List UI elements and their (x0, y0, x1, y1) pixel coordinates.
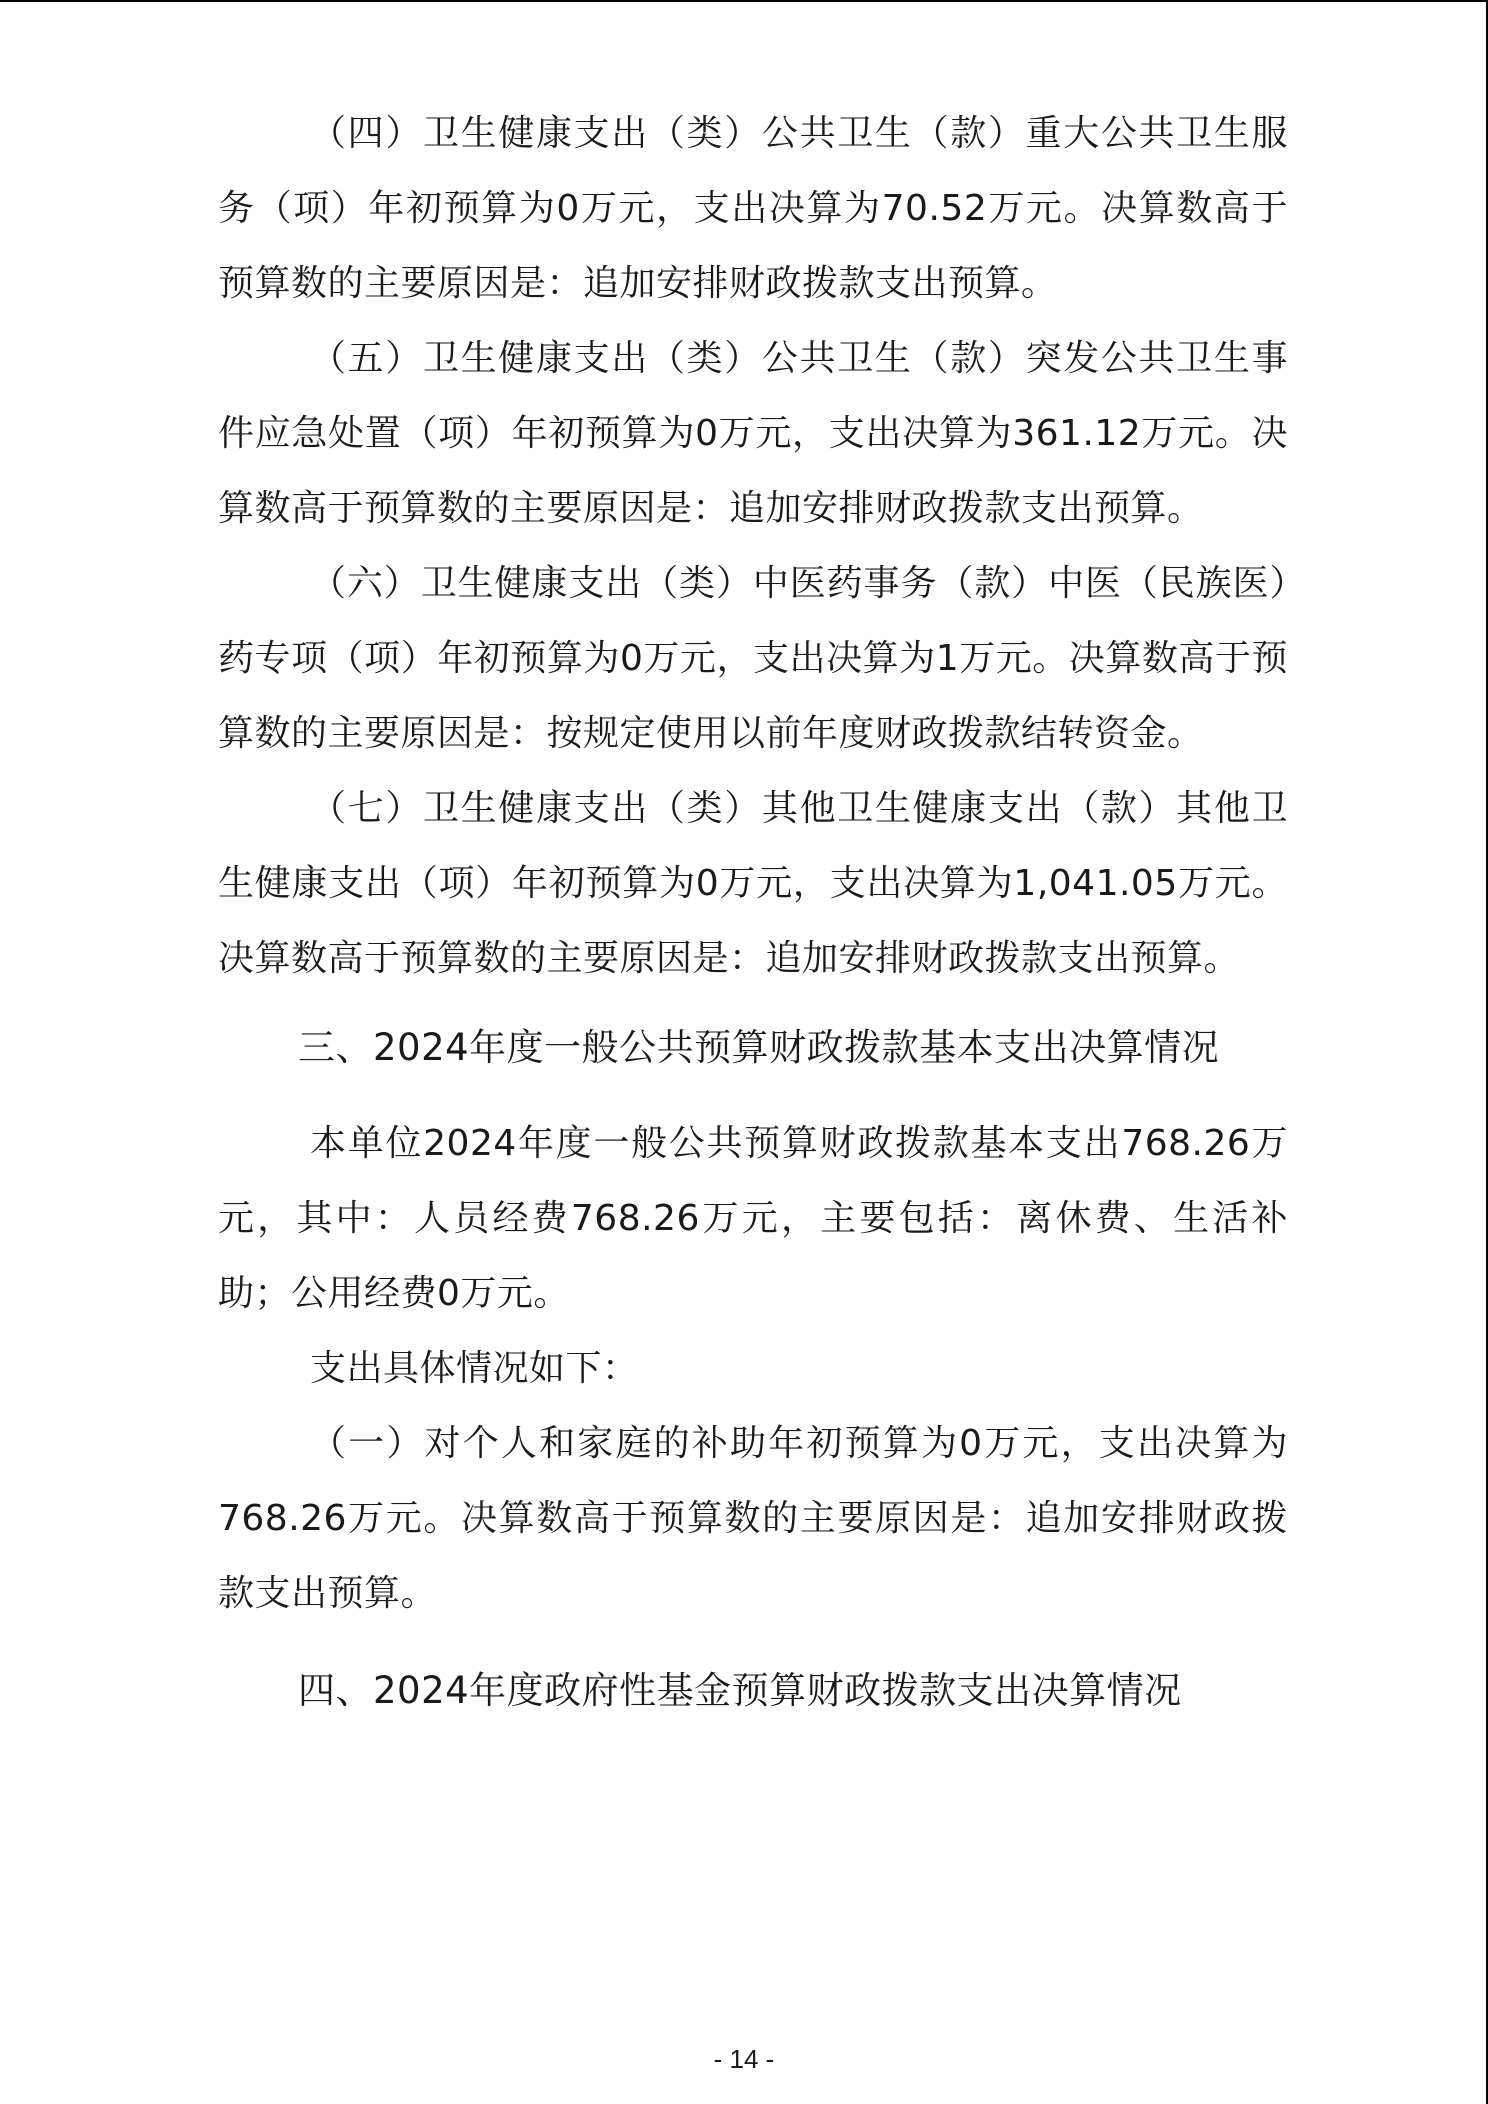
section-3-heading: 三、2024年度一般公共预算财政拨款基本支出决算情况 (298, 1026, 1220, 1069)
section-4-heading: 四、2024年度政府性基金预算财政拨款支出决算情况 (298, 1669, 1182, 1712)
paragraph-item-7: （七）卫生健康支出（类）其他卫生健康支出（款）其他卫生健康支出（项）年初预算为0万元，支出决算为1,041.05万元。决算数高于预算数的主要原因是：追加安排财政拨款支出预算。 (218, 788, 1288, 979)
paragraph-item-4: （四）卫生健康支出（类）公共卫生（款）重大公共卫生服务（项）年初预算为0万元，支出决算为70.52万元。决算数高于预算数的主要原因是：追加安排财政拨款支出预算。 (218, 113, 1288, 304)
page-number: - 14 - (713, 2044, 775, 2074)
top-border-line (0, 0, 1488, 2)
document-body (218, 96, 1288, 1749)
expenditure-detail-intro: 支出具体情况如下： (310, 1348, 639, 1389)
paragraph-item-6: （六）卫生健康支出（类）中医药事务（款）中医（民族医）药专项（项）年初预算为0万元，支出决算为1万元。决算数高于预算数的主要原因是：按规定使用以前年度财政拨款结转资金。 (218, 563, 1288, 754)
basic-expenditure-paragraph: 本单位2024年度一般公共预算财政拨款基本支出768.26万元，其中：人员经费768.26万元，主要包括：离休费、生活补助；公用经费0万元。 (218, 1123, 1288, 1314)
subsidy-paragraph: （一）对个人和家庭的补助年初预算为0万元，支出决算为768.26万元。决算数高于预算数的主要原因是：追加安排财政拨款支出预算。 (218, 1423, 1288, 1614)
paragraph-item-5: （五）卫生健康支出（类）公共卫生（款）突发公共卫生事件应急处置（项）年初预算为0万元，支出决算为361.12万元。决算数高于预算数的主要原因是：追加安排财政拨款支出预算。 (218, 338, 1288, 529)
